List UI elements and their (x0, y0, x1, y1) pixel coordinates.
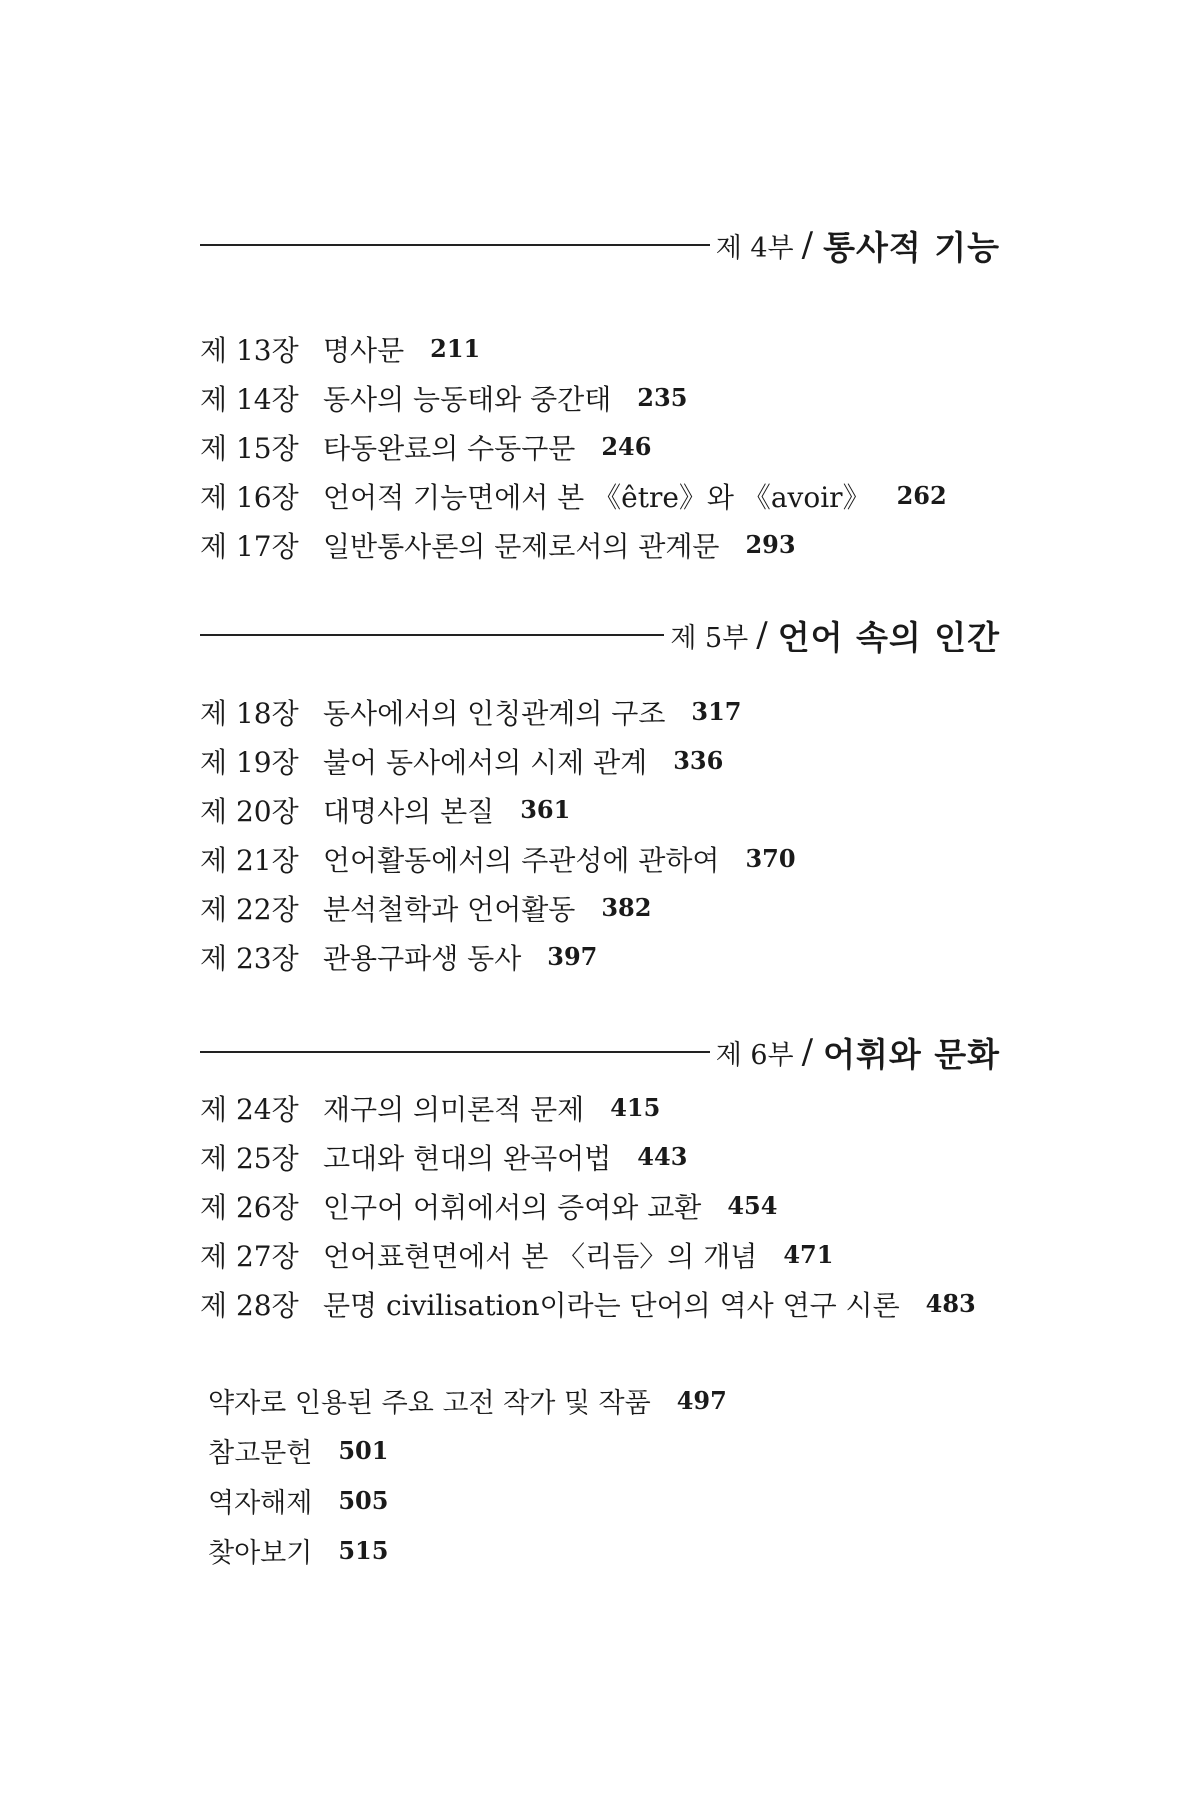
backmatter-page: 515 (338, 1535, 389, 1565)
chapter-title: 대명사의 본질 (323, 794, 495, 828)
chapter-entry[interactable] (200, 422, 1000, 471)
backmatter-title: 역자해제 (208, 1487, 313, 1519)
chapter-page: 293 (745, 530, 796, 559)
chapter-page: 262 (896, 481, 947, 510)
chapter-page: 370 (745, 844, 796, 873)
chapter-page: 361 (520, 795, 571, 824)
backmatter-entry[interactable] (208, 1525, 1008, 1575)
horizontal-rule (200, 244, 710, 246)
chapter-number: 제 28장 (200, 1288, 299, 1322)
chapter-title: 분석철학과 언어활동 (323, 892, 576, 926)
horizontal-rule (200, 634, 664, 636)
part-number: 제 5부 (670, 622, 749, 654)
chapter-entry[interactable] (200, 1181, 1000, 1230)
chapter-page: 415 (610, 1093, 661, 1122)
chapter-page: 382 (601, 893, 652, 922)
chapter-number: 제 13장 (200, 333, 299, 367)
chapter-title: 타동완료의 수동구문 (323, 431, 576, 465)
chapter-number: 제 22장 (200, 892, 299, 926)
chapter-entry[interactable] (200, 520, 1000, 569)
chapter-page: 397 (547, 942, 598, 971)
chapter-title: 언어표현면에서 본 〈리듬〉의 개념 (323, 1239, 758, 1273)
chapter-number: 제 18장 (200, 696, 299, 730)
backmatter-title: 찾아보기 (208, 1537, 313, 1569)
chapter-entry[interactable] (200, 1083, 1000, 1132)
chapter-page: 454 (727, 1191, 778, 1220)
chapter-number: 제 15장 (200, 431, 299, 465)
chapter-entry[interactable] (200, 785, 1000, 834)
chapter-number: 제 19장 (200, 745, 299, 779)
chapter-number: 제 17장 (200, 529, 299, 563)
chapter-title: 불어 동사에서의 시제 관계 (323, 745, 648, 779)
part-title: 통사적 기능 (823, 227, 1000, 267)
chapter-title: 문명 civilisation이라는 단어의 역사 연구 시론 (323, 1288, 900, 1322)
part-4-chapter-list (200, 324, 1000, 569)
backmatter-list (208, 1375, 1008, 1575)
chapter-page: 211 (430, 334, 481, 363)
backmatter-entry[interactable] (208, 1475, 1008, 1525)
chapter-number: 제 25장 (200, 1141, 299, 1175)
chapter-title: 고대와 현대의 완곡어법 (323, 1141, 612, 1175)
backmatter-title: 약자로 인용된 주요 고전 작가 및 작품 (208, 1387, 651, 1419)
chapter-entry[interactable] (200, 373, 1000, 422)
part-6-header (200, 1027, 1000, 1077)
chapter-number: 제 16장 (200, 480, 299, 514)
chapter-entry[interactable] (200, 1230, 1000, 1279)
part-number: 제 6부 (715, 1039, 794, 1071)
part-title: 언어 속의 인간 (777, 617, 1000, 657)
backmatter-entry[interactable] (208, 1375, 1008, 1425)
chapter-number: 제 20장 (200, 794, 299, 828)
chapter-number: 제 21장 (200, 843, 299, 877)
chapter-entry[interactable] (200, 324, 1000, 373)
backmatter-page: 505 (338, 1485, 389, 1515)
chapter-title: 일반통사론의 문제로서의 관계문 (323, 529, 720, 563)
chapter-title: 동사의 능동태와 중간태 (323, 382, 612, 416)
chapter-number: 제 14장 (200, 382, 299, 416)
chapter-title: 동사에서의 인칭관계의 구조 (323, 696, 666, 730)
chapter-title: 언어적 기능면에서 본 《être》와 《avoir》 (323, 480, 871, 514)
backmatter-page: 501 (338, 1435, 389, 1465)
part-number: 제 4부 (715, 232, 794, 264)
part-4-header (200, 220, 1000, 270)
chapter-page: 471 (783, 1240, 834, 1269)
part-separator: / (801, 1032, 814, 1072)
chapter-title: 재구의 의미론적 문제 (323, 1092, 585, 1126)
chapter-title: 인구어 어휘에서의 증여와 교환 (323, 1190, 702, 1224)
part-5-chapter-list (200, 687, 1000, 981)
part-separator: / (756, 615, 768, 655)
part-title: 어휘와 문화 (823, 1034, 1000, 1074)
chapter-entry[interactable] (200, 471, 1000, 520)
chapter-entry[interactable] (200, 883, 1000, 932)
chapter-title: 언어활동에서의 주관성에 관하여 (323, 843, 720, 877)
chapter-page: 317 (691, 697, 742, 726)
chapter-page: 443 (637, 1142, 688, 1171)
chapter-title: 관용구파생 동사 (323, 941, 522, 975)
chapter-entry[interactable] (200, 736, 1000, 785)
chapter-number: 제 27장 (200, 1239, 299, 1273)
backmatter-title: 참고문헌 (208, 1437, 313, 1469)
chapter-page: 483 (925, 1289, 976, 1318)
part-6-chapter-list (200, 1083, 1000, 1328)
chapter-entry[interactable] (200, 834, 1000, 883)
chapter-entry[interactable] (200, 1279, 1000, 1328)
chapter-number: 제 24장 (200, 1092, 299, 1126)
chapter-entry[interactable] (200, 932, 1000, 981)
backmatter-entry[interactable] (208, 1425, 1008, 1475)
backmatter-page: 497 (676, 1385, 727, 1415)
chapter-page: 246 (601, 432, 652, 461)
part-5-header (200, 610, 1000, 660)
chapter-page: 235 (637, 383, 688, 412)
horizontal-rule (200, 1051, 710, 1053)
chapter-number: 제 26장 (200, 1190, 299, 1224)
chapter-number: 제 23장 (200, 941, 299, 975)
chapter-entry[interactable] (200, 1132, 1000, 1181)
chapter-page: 336 (673, 746, 724, 775)
chapter-title: 명사문 (323, 333, 405, 367)
part-separator: / (801, 225, 814, 265)
chapter-entry[interactable] (200, 687, 1000, 736)
